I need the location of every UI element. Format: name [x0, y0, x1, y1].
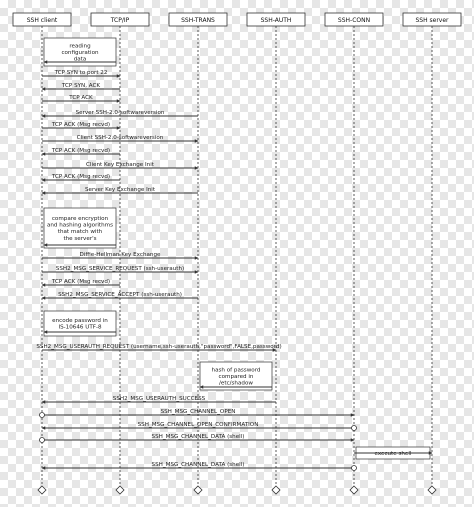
note-0-line-0: reading [69, 43, 91, 50]
message-label-13: SSH2_MSG_SERVICE_ACCEPT (ssh-userauth) [58, 292, 182, 298]
lifeline-end-5 [428, 486, 436, 494]
participant-label-0: SSH client [26, 17, 58, 24]
lifeline-end-1 [116, 486, 124, 494]
lifeline-end-4 [350, 486, 358, 494]
note-0-line-1: configuration [61, 49, 99, 56]
participant-label-3: SSH-AUTH [260, 17, 292, 24]
message-label-7: Client Key Exchange Init [86, 162, 154, 168]
participant-label-5: SSH server [415, 17, 449, 24]
message-label-1: TCP SYN, ACK [61, 83, 101, 89]
lifeline-end-0 [38, 486, 46, 494]
message-label-8: TCP ACK (Msg recvd) [51, 174, 111, 180]
note-2-line-0: encode password in [52, 318, 108, 325]
message-label-2: TCP ACK [69, 95, 93, 101]
message-label-0: TCP SYN to port 22 [54, 70, 108, 76]
note-4-line-0: execute shell [374, 450, 412, 457]
message-label-11: SSH2_MSG_SERVICE_REQUEST (ssh-userauth) [55, 266, 185, 272]
message-label-14: SSH2_MSG_USERAUTH_REQUEST (username,ssh-userauth,"password",FALSE,password) [36, 344, 282, 350]
message-label-16: SSH_MSG_CHANNEL_OPEN [160, 409, 236, 415]
message-label-4: TCP ACK (Msg recvd) [51, 122, 111, 128]
note-1-line-0: compare encryption [51, 216, 109, 222]
message-origin-dot-16 [40, 413, 45, 418]
message-label-9: Server Key Exchange Init [84, 187, 156, 193]
note-3-line-1: compared in [218, 373, 254, 380]
message-origin-dot-18 [40, 438, 45, 443]
note-2-line-1: IS-10646 UTF-8 [58, 324, 102, 331]
participant-label-2: SSH-TRANS [181, 17, 215, 24]
message-label-19: SSH_MSG_CHANNEL_DATA (shell) [151, 462, 245, 468]
message-label-18: SSH_MSG_CHANNEL_DATA (shell) [151, 434, 245, 440]
note-3-line-2: /etc/shadow [219, 380, 253, 387]
participant-label-1: TCP/IP [110, 17, 130, 24]
message-label-12: TCP ACK (Msg recvd) [51, 279, 111, 285]
note-1-line-1: and hashing algorithms [46, 222, 114, 229]
note-1-line-2: that match with [57, 229, 103, 236]
note-1-line-3: the server's [63, 235, 97, 242]
message-origin-dot-19 [352, 466, 357, 471]
lifeline-end-3 [272, 486, 280, 494]
message-label-3: Server SSH-2.0-softwareversion [75, 110, 165, 116]
message-label-15: SSH2_MSG_USERAUTH_SUCCESS [112, 396, 206, 402]
note-0-line-2: data [73, 56, 87, 63]
lifeline-end-2 [194, 486, 202, 494]
message-label-5: Client SSH-2.0-softwareversion [76, 135, 164, 141]
note-3-line-0: hash of password [211, 367, 261, 374]
message-label-10: Diffie-Hellman Key Exchange [79, 252, 161, 258]
message-label-17: SSH_MSG_CHANNEL_OPEN_CONFIRMATION [137, 422, 259, 428]
participant-label-4: SSH-CONN [337, 17, 371, 24]
message-origin-dot-17 [352, 426, 357, 431]
message-label-6: TCP ACK (Msg recvd) [51, 148, 111, 154]
